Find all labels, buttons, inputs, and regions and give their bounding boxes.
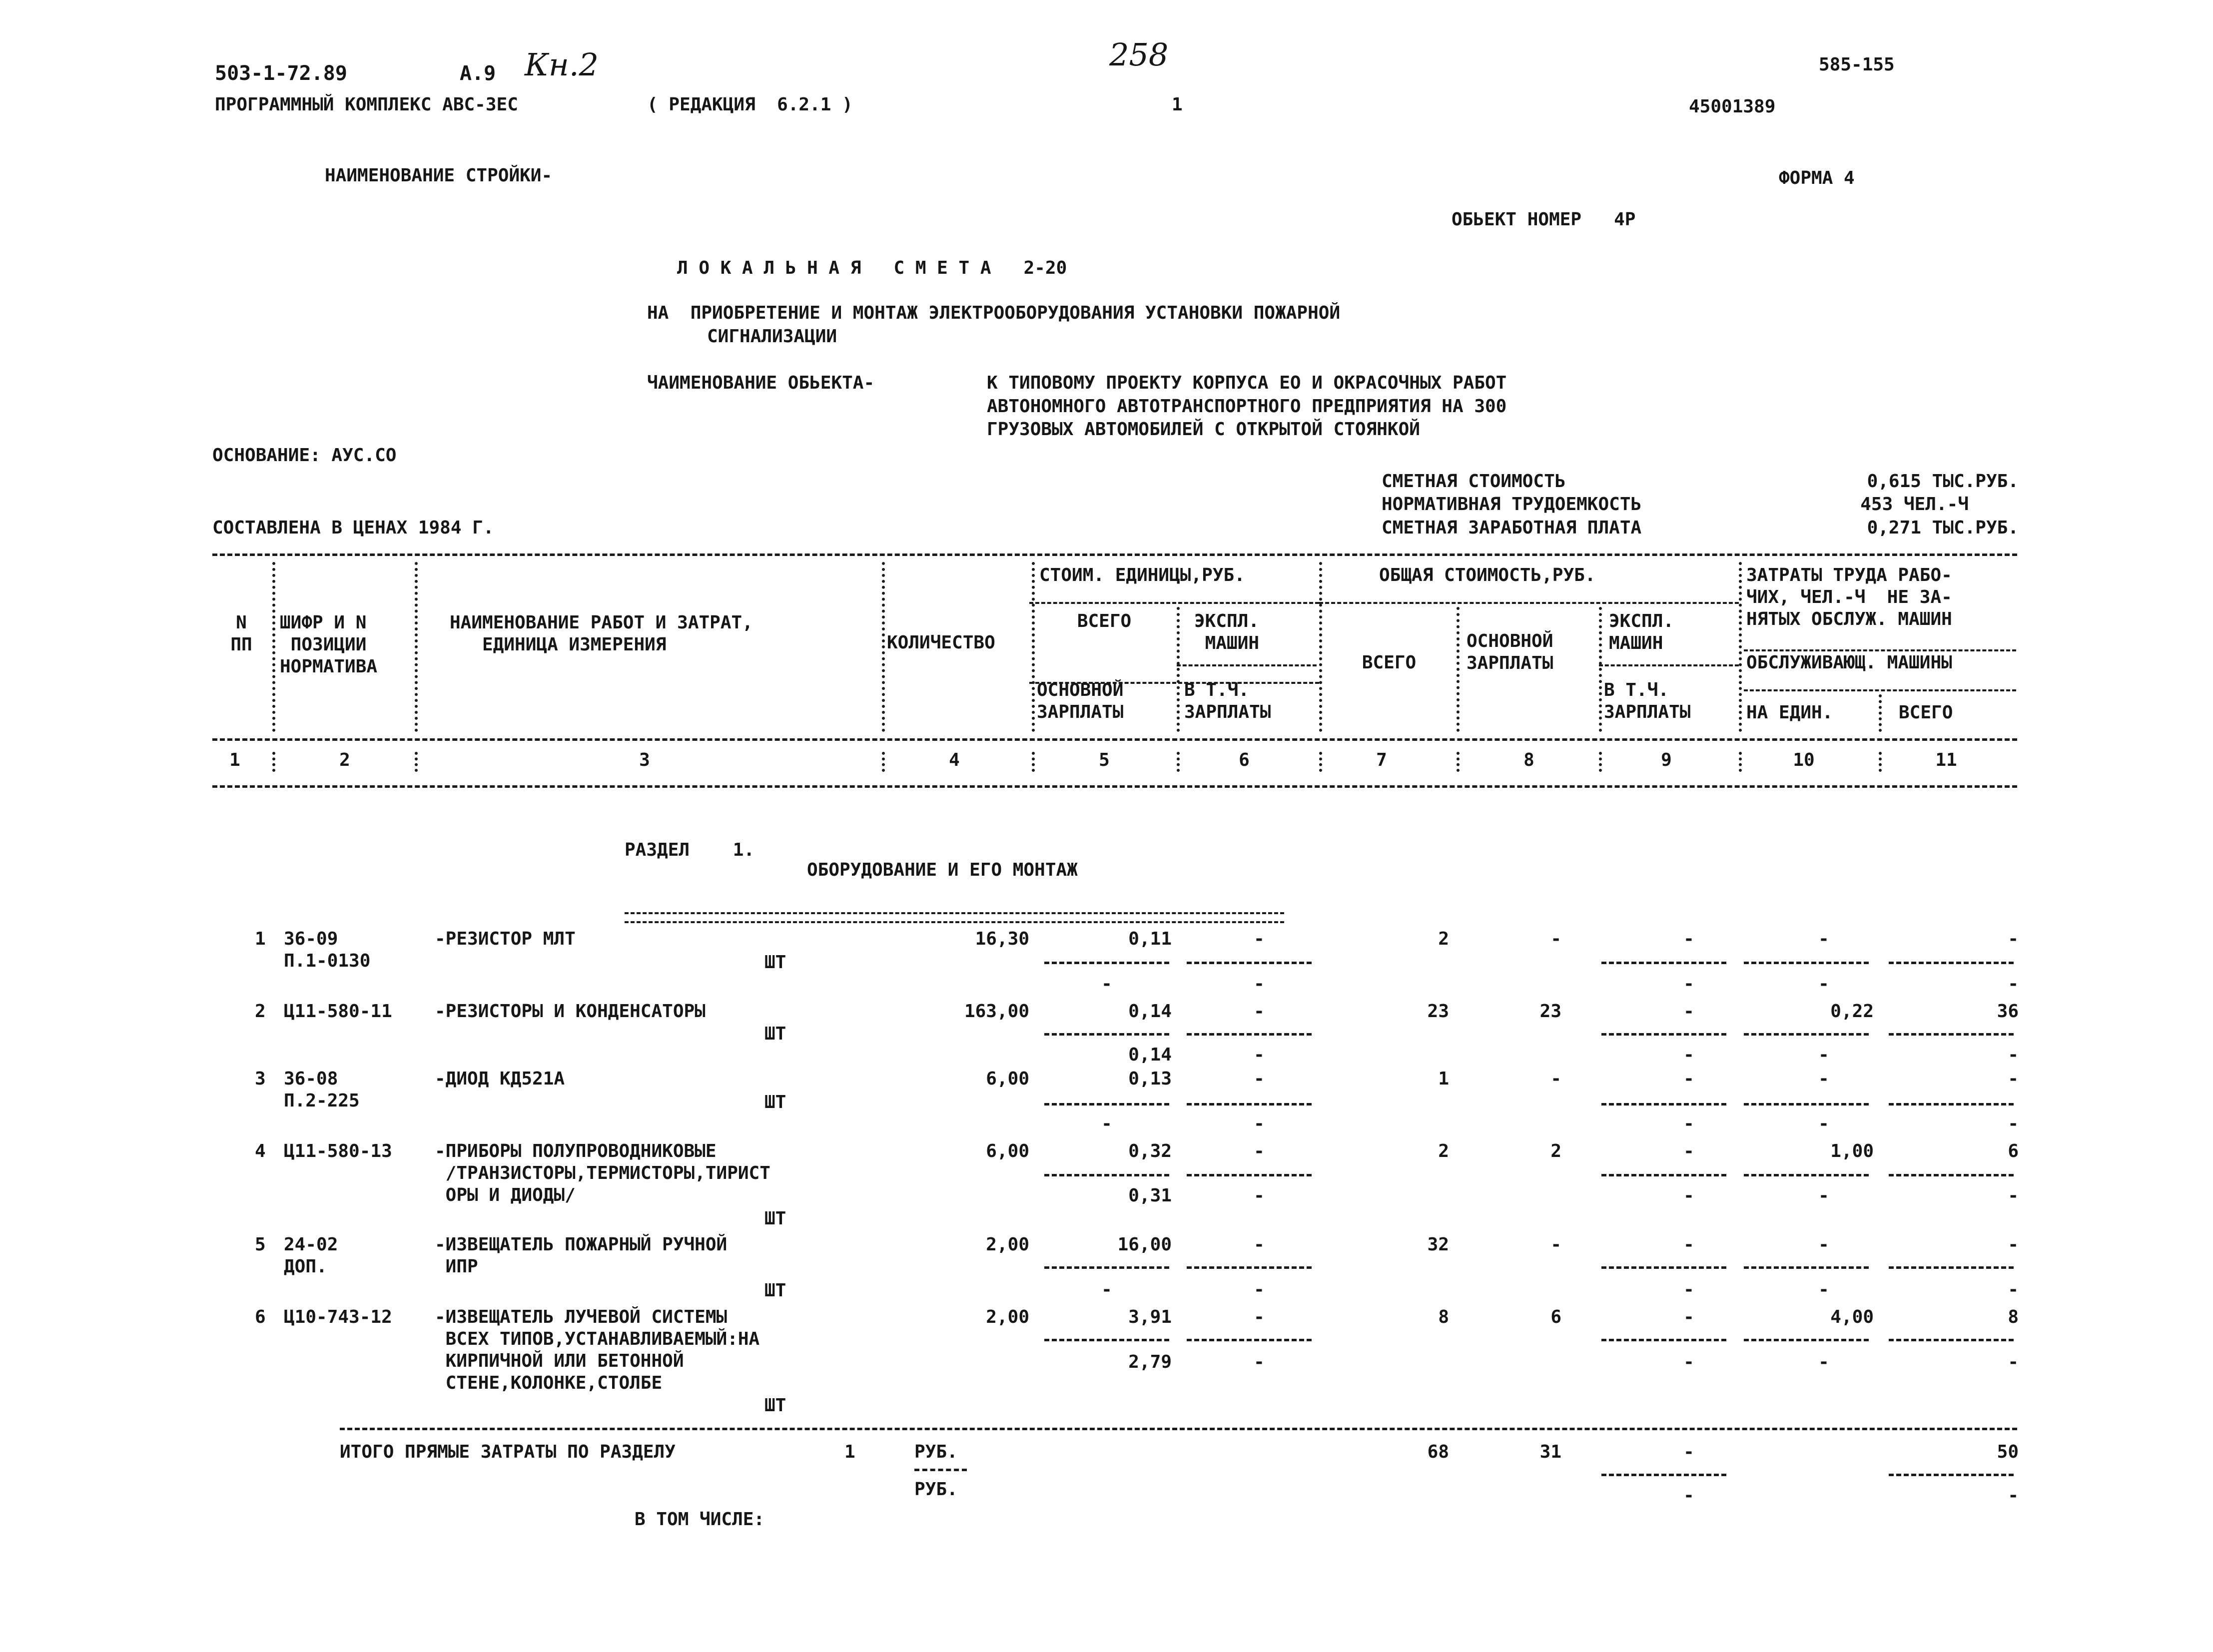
row-labor-total-b: - bbox=[2008, 1185, 2019, 1206]
row-name: -РЕЗИСТОР МЛТ bbox=[435, 929, 576, 949]
row-unit-machine-wage: - bbox=[1254, 1352, 1265, 1372]
row-labor-total: 8 bbox=[2008, 1307, 2019, 1327]
album-number: А.9 bbox=[460, 62, 496, 85]
labor-sub-rule-1 bbox=[1744, 649, 2016, 651]
row-labor-unit: - bbox=[1818, 1234, 1829, 1255]
row-machine-wage: - bbox=[1683, 1279, 1694, 1300]
col-number-7: 7 bbox=[1376, 750, 1387, 770]
col-group-labor: ЗАТРАТЫ ТРУДА РАБО- ЧИХ, ЧЕЛ.-Ч НЕ ЗА- НЯТЫХ ОБСЛУЖ. МАШИН bbox=[1746, 565, 1952, 629]
row-unit-cost: 0,13 bbox=[1128, 1069, 1172, 1089]
row-labor-total-b: - bbox=[2008, 1113, 2019, 1134]
row-machine: - bbox=[1683, 1001, 1694, 1022]
row-code: 36-09 П.1-0130 bbox=[284, 929, 371, 971]
col-sep bbox=[1599, 607, 1602, 732]
numbers-bottom-rule bbox=[212, 785, 2017, 788]
row-number: 6 bbox=[255, 1307, 266, 1327]
row-labor-total-b: - bbox=[2008, 1045, 2019, 1065]
row-unit: ШТ bbox=[764, 1208, 786, 1229]
row-unit-cost: 0,11 bbox=[1128, 929, 1172, 949]
col-header-5-bottom: ОСНОВНОЙ ЗАРПЛАТЫ bbox=[1037, 680, 1124, 722]
row-code: Ц10-743-12 bbox=[284, 1307, 392, 1327]
row-number: 3 bbox=[255, 1069, 266, 1089]
row-machine: - bbox=[1683, 1234, 1694, 1255]
row-unit-machine-wage: - bbox=[1254, 1279, 1265, 1300]
col-sep bbox=[272, 562, 275, 732]
object-label: ЧАИМЕНОВАНИЕ ОБЬЕКТА- bbox=[647, 373, 875, 393]
col-number-2: 2 bbox=[339, 750, 350, 770]
row-unit-machine-wage: - bbox=[1254, 1113, 1265, 1134]
totals-machine-wage: - bbox=[1683, 1485, 1694, 1506]
form-label: ФОРМА 4 bbox=[1779, 168, 1855, 188]
row-labor-total-b: - bbox=[2008, 1352, 2019, 1372]
section-double-rule bbox=[625, 912, 1284, 923]
row-unit-wage: 0,31 bbox=[1128, 1185, 1172, 1206]
totals-unit-2: РУБ. bbox=[914, 1479, 958, 1500]
row-number: 5 bbox=[255, 1234, 266, 1255]
totals-total: 68 bbox=[1427, 1442, 1449, 1462]
row-unit: ШТ bbox=[764, 1092, 786, 1112]
c9-sub-rule bbox=[1599, 664, 1739, 666]
estimate-title: Л О К А Л Ь Н А Я С М Е Т А 2-20 bbox=[677, 258, 1067, 278]
construction-label: НАИМЕНОВАНИЕ СТРОЙКИ- bbox=[325, 165, 553, 186]
row-labor-total-b: - bbox=[2008, 974, 2019, 994]
row-unit-machine: - bbox=[1254, 1141, 1265, 1161]
summary-value-labor: 453 ЧЕЛ.-Ч bbox=[1860, 494, 1969, 515]
row-qty: 6,00 bbox=[986, 1069, 1029, 1089]
row-total: 1 bbox=[1438, 1069, 1449, 1089]
row-qty: 2,00 bbox=[986, 1234, 1029, 1255]
col-header-9-bottom: В Т.Ч. ЗАРПЛАТЫ bbox=[1604, 680, 1691, 722]
totals-top-rule bbox=[340, 1428, 2017, 1430]
row-labor-unit-b: - bbox=[1818, 974, 1829, 994]
row-qty: 6,00 bbox=[986, 1141, 1029, 1161]
col-sep bbox=[1032, 562, 1035, 732]
row-unit: ШТ bbox=[764, 1024, 786, 1044]
row-unit-machine-wage: - bbox=[1254, 974, 1265, 994]
totals-section: 1 bbox=[844, 1442, 855, 1462]
row-labor-unit: - bbox=[1818, 929, 1829, 949]
row-labor-unit-b: - bbox=[1818, 1279, 1829, 1300]
row-total: 23 bbox=[1427, 1001, 1449, 1022]
col-number-10: 10 bbox=[1793, 750, 1815, 770]
summary-label-wages: СМЕТНАЯ ЗАРАБОТНАЯ ПЛАТА bbox=[1382, 518, 1642, 538]
row-labor-unit: 4,00 bbox=[1830, 1307, 1874, 1327]
row-unit-wage: - bbox=[1101, 974, 1112, 994]
row-unit-cost: 0,14 bbox=[1128, 1001, 1172, 1022]
col-header-2: ШИФР И N ПОЗИЦИИ НОРМАТИВА bbox=[280, 612, 378, 677]
row-machine-wage: - bbox=[1683, 974, 1694, 994]
row-name: -ДИОД КД521А bbox=[435, 1069, 565, 1089]
c6-sub-rule bbox=[1177, 664, 1317, 666]
estimate-subject-line-2: СИГНАЛИЗАЦИИ bbox=[707, 326, 837, 347]
row-number: 2 bbox=[255, 1001, 266, 1022]
row-labor-total: - bbox=[2008, 929, 2019, 949]
row-number: 1 bbox=[255, 929, 266, 949]
col-number-9: 9 bbox=[1661, 750, 1672, 770]
col-sep bbox=[415, 752, 418, 772]
row-qty: 2,00 bbox=[986, 1307, 1029, 1327]
row-labor-unit-b: - bbox=[1818, 1352, 1829, 1372]
col-header-8: ОСНОВНОЙ ЗАРПЛАТЫ bbox=[1467, 631, 1553, 673]
row-code: Ц11-580-13 bbox=[284, 1141, 392, 1161]
col-header-6-top: ЭКСПЛ. МАШИН bbox=[1194, 611, 1260, 653]
header-top-rule bbox=[212, 553, 2017, 556]
row-unit: ШТ bbox=[764, 1280, 786, 1301]
row-wage: 23 bbox=[1539, 1001, 1561, 1022]
row-total: 2 bbox=[1438, 1141, 1449, 1161]
summary-value-cost: 0,615 ТЫС.РУБ. bbox=[1867, 471, 2019, 492]
row-unit: ШТ bbox=[764, 1395, 786, 1416]
col-sep bbox=[1739, 752, 1742, 772]
row-unit-wage: - bbox=[1101, 1279, 1112, 1300]
row-qty: 163,00 bbox=[964, 1001, 1029, 1022]
row-unit-machine-wage: - bbox=[1254, 1045, 1265, 1065]
col-number-8: 8 bbox=[1523, 750, 1534, 770]
row-machine-wage: - bbox=[1683, 1352, 1694, 1372]
col-sep bbox=[1457, 607, 1460, 732]
row-code: 24-02 ДОП. bbox=[284, 1234, 338, 1277]
labor-sub-rule-2 bbox=[1744, 689, 2016, 691]
col-sep bbox=[1457, 752, 1460, 772]
row-labor-total: - bbox=[2008, 1234, 2019, 1255]
col-header-11: ВСЕГО bbox=[1899, 702, 1953, 723]
program-edition: ( РЕДАКЦИЯ 6.2.1 ) bbox=[647, 94, 853, 115]
col-sep bbox=[1599, 752, 1602, 772]
row-machine-wage: - bbox=[1683, 1045, 1694, 1065]
total-cost-rule bbox=[1319, 602, 1739, 604]
row-unit-machine: - bbox=[1254, 1307, 1265, 1327]
row-labor-unit-b: - bbox=[1818, 1045, 1829, 1065]
summary-label-labor: НОРМАТИВНАЯ ТРУДОЕМКОСТЬ bbox=[1382, 494, 1642, 515]
col-sep bbox=[272, 752, 275, 772]
row-unit-wage: 0,14 bbox=[1128, 1045, 1172, 1065]
program-name: ПРОГРАММНЫЙ КОМПЛЕКС АВС-ЗЕС bbox=[215, 94, 518, 115]
estimate-subject-line-1: НА ПРИОБРЕТЕНИЕ И МОНТАЖ ЭЛЕКТРООБОРУДОВАНИЯ УСТАНОВКИ ПОЖАРНОЙ bbox=[647, 303, 1341, 323]
row-labor-total: 6 bbox=[2008, 1141, 2019, 1161]
totals-label: ИТОГО ПРЯМЫЕ ЗАТРАТЫ ПО РАЗДЕЛУ bbox=[340, 1442, 676, 1462]
totals-wage: 31 bbox=[1539, 1442, 1561, 1462]
col-header-9-top: ЭКСПЛ. МАШИН bbox=[1609, 611, 1674, 653]
row-labor-unit-b: - bbox=[1818, 1113, 1829, 1134]
col-sep bbox=[415, 562, 418, 732]
col-group-unit-cost: СТОИМ. ЕДИНИЦЫ,РУБ. bbox=[1039, 565, 1245, 585]
col-number-6: 6 bbox=[1239, 750, 1250, 770]
col-header-3: НАИМЕНОВАНИЕ РАБОТ И ЗАТРАТ, ЕДИНИЦА ИЗМЕРЕНИЯ bbox=[450, 612, 753, 655]
col-group-total-cost: ОБЩАЯ СТОИМОСТЬ,РУБ. bbox=[1379, 565, 1596, 585]
prices-year: СОСТАВЛЕНА В ЦЕНАХ 1984 Г. bbox=[212, 518, 494, 538]
object-name-line-3: ГРУЗОВЫХ АВТОМОБИЛЕЙ С ОТКРЫТОЙ СТОЯНКОЙ bbox=[987, 419, 1420, 440]
row-unit-wage: 2,79 bbox=[1128, 1352, 1172, 1372]
row-name: -ИЗВЕЩАТЕЛЬ ЛУЧЕВОЙ СИСТЕМЫ ВСЕХ ТИПОВ,УСТАНАВЛИВАЕМЫЙ:НА КИРПИЧНОЙ ИЛИ БЕТОННОЙ СТЕНЕ,КОЛОНКЕ,СТОЛБЕ bbox=[435, 1307, 760, 1393]
totals-labor-b: - bbox=[2008, 1485, 2019, 1506]
row-machine: - bbox=[1683, 1307, 1694, 1327]
col-header-6-bottom: В Т.Ч. ЗАРПЛАТЫ bbox=[1184, 680, 1271, 722]
row-labor-unit-b: - bbox=[1818, 1185, 1829, 1206]
row-machine: - bbox=[1683, 929, 1694, 949]
row-labor-unit: 0,22 bbox=[1830, 1001, 1874, 1022]
col-sep bbox=[1879, 694, 1882, 732]
col-sep bbox=[1032, 752, 1035, 772]
row-wage: - bbox=[1550, 929, 1561, 949]
page-number-handwritten: 258 bbox=[1109, 36, 1169, 73]
row-unit-wage: - bbox=[1101, 1113, 1112, 1134]
row-unit-machine: - bbox=[1254, 929, 1265, 949]
col-sep bbox=[1177, 607, 1180, 732]
col-header-5-top: ВСЕГО bbox=[1077, 611, 1132, 631]
sheet-number: 1 bbox=[1172, 94, 1183, 115]
row-labor-unit: 1,00 bbox=[1830, 1141, 1874, 1161]
row-total: 2 bbox=[1438, 929, 1449, 949]
col-number-4: 4 bbox=[949, 750, 960, 770]
row-wage: 2 bbox=[1550, 1141, 1561, 1161]
col-sep bbox=[1879, 752, 1882, 772]
object-name-line-2: АВТОНОМНОГО АВТОТРАНСПОРТНОГО ПРЕДПРИЯТИЯ НА 300 bbox=[987, 396, 1507, 417]
col-sep bbox=[1319, 562, 1322, 732]
row-machine: - bbox=[1683, 1069, 1694, 1089]
summary-value-wages: 0,271 ТЫС.РУБ. bbox=[1867, 518, 2019, 538]
col-header-7: ВСЕГО bbox=[1362, 652, 1417, 673]
row-labor-unit: - bbox=[1818, 1069, 1829, 1089]
section-title: ОБОРУДОВАНИЕ И ЕГО МОНТАЖ bbox=[807, 860, 1078, 880]
totals-machine: - bbox=[1683, 1442, 1694, 1462]
document-id: 45001389 bbox=[1689, 96, 1776, 117]
col-header-10: НА ЕДИН. bbox=[1746, 702, 1833, 723]
object-number: ОБЬЕКТ НОМЕР 4Р bbox=[1452, 209, 1636, 230]
including-label: В ТОМ ЧИСЛЕ: bbox=[635, 1509, 765, 1530]
book-number-handwritten: Кн.2 bbox=[525, 46, 599, 83]
row-unit-machine: - bbox=[1254, 1069, 1265, 1089]
row-unit-cost: 16,00 bbox=[1117, 1234, 1172, 1255]
col-number-5: 5 bbox=[1099, 750, 1110, 770]
row-name: -ИЗВЕЩАТЕЛЬ ПОЖАРНЫЙ РУЧНОЙ ИПР bbox=[435, 1234, 728, 1277]
row-unit-machine: - bbox=[1254, 1234, 1265, 1255]
row-machine-wage: - bbox=[1683, 1113, 1694, 1134]
row-code: Ц11-580-11 bbox=[284, 1001, 392, 1022]
unit-cost-rule bbox=[1029, 602, 1319, 604]
header-bottom-rule bbox=[212, 738, 2017, 741]
row-unit-machine: - bbox=[1254, 1001, 1265, 1022]
row-total: 8 bbox=[1438, 1307, 1449, 1327]
row-labor-total-b: - bbox=[2008, 1279, 2019, 1300]
row-name: -РЕЗИСТОРЫ И КОНДЕНСАТОРЫ bbox=[435, 1001, 706, 1022]
summary-label-cost: СМЕТНАЯ СТОИМОСТЬ bbox=[1382, 471, 1566, 492]
row-wage: - bbox=[1550, 1069, 1561, 1089]
row-total: 32 bbox=[1427, 1234, 1449, 1255]
row-labor-total: 36 bbox=[1997, 1001, 2019, 1022]
row-labor-total: - bbox=[2008, 1069, 2019, 1089]
col-header-4: КОЛИЧЕСТВО bbox=[887, 632, 995, 653]
col-sep bbox=[1319, 752, 1322, 772]
col-number-3: 3 bbox=[639, 750, 650, 770]
col-sep bbox=[1177, 752, 1180, 772]
col-number-11: 11 bbox=[1935, 750, 1957, 770]
document-number: 585-155 bbox=[1819, 54, 1895, 75]
col-number-1: 1 bbox=[229, 750, 240, 770]
row-qty: 16,30 bbox=[975, 929, 1029, 949]
row-unit-machine-wage: - bbox=[1254, 1185, 1265, 1206]
row-machine: - bbox=[1683, 1141, 1694, 1161]
project-code: 503-1-72.89 bbox=[215, 62, 347, 85]
section-label: РАЗДЕЛ 1. bbox=[625, 840, 755, 860]
basis: ОСНОВАНИЕ: АУС.СО bbox=[212, 445, 397, 466]
row-number: 4 bbox=[255, 1141, 266, 1161]
col-sep bbox=[1739, 562, 1742, 732]
col-header-labor-sub: ОБСЛУЖИВАЮЩ. МАШИНЫ bbox=[1746, 652, 1952, 673]
col-sep bbox=[882, 752, 885, 772]
object-name-line-1: К ТИПОВОМУ ПРОЕКТУ КОРПУСА ЕО И ОКРАСОЧНЫХ РАБОТ bbox=[987, 373, 1507, 393]
totals-unit-1: РУБ. bbox=[914, 1442, 958, 1462]
totals-labor: 50 bbox=[1997, 1442, 2019, 1462]
row-wage: - bbox=[1550, 1234, 1561, 1255]
row-unit: ШТ bbox=[764, 952, 786, 973]
col-sep bbox=[882, 562, 885, 732]
row-wage: 6 bbox=[1550, 1307, 1561, 1327]
col-header-1: N ПП bbox=[230, 612, 252, 655]
row-unit-cost: 0,32 bbox=[1128, 1141, 1172, 1161]
row-unit-cost: 3,91 bbox=[1128, 1307, 1172, 1327]
row-code: 36-08 П.2-225 bbox=[284, 1069, 360, 1111]
row-name: -ПРИБОРЫ ПОЛУПРОВОДНИКОВЫЕ /ТРАНЗИСТОРЫ,ТЕРМИСТОРЫ,ТИРИСТ ОРЫ И ДИОДЫ/ bbox=[435, 1141, 770, 1205]
row-machine-wage: - bbox=[1683, 1185, 1694, 1206]
